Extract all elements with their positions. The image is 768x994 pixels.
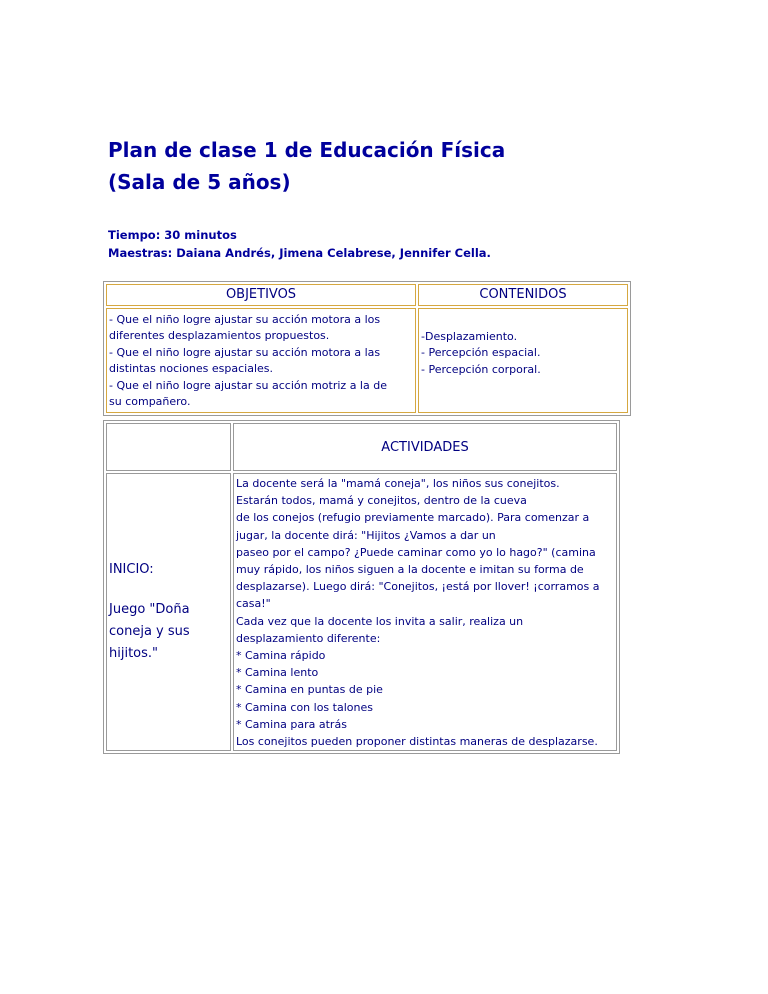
contenidos-header: CONTENIDOS [418, 284, 628, 306]
activity-line: Cada vez que la docente los invita a salir, realiza un [236, 614, 524, 628]
table-row [106, 308, 628, 413]
title-line-2: (Sala de 5 años) [108, 170, 291, 194]
activity-line: Estarán todos, mamá y conejitos, dentro de la cueva [236, 494, 527, 508]
activity-line: * Camina en puntas de pie [236, 683, 383, 697]
list-item: - Que el niño logre ajustar su acción motora a los [109, 313, 381, 326]
activity-line: * Camina con los talones [236, 700, 373, 714]
activity-line: paseo por el campo? ¿Puede caminar como yo lo hago?" (camina [236, 545, 596, 559]
activity-line: La docente será la "mamá coneja", los niños sus conejitos. [236, 477, 560, 490]
activity-line: Los conejitos pueden proponer distintas maneras de desplazarse. [236, 735, 598, 749]
document-title [108, 134, 505, 198]
activity-line: * Camina rápido [236, 649, 326, 663]
list-item: - Percepción espacial. [421, 346, 541, 360]
table-header-row [106, 284, 628, 306]
objectives-contents-table [103, 281, 631, 416]
objetivos-cell [106, 308, 416, 413]
juego-line: Juego "Doña [109, 602, 190, 618]
list-item: distintas nociones espaciales. [109, 362, 274, 376]
list-item: su compañero. [109, 395, 191, 409]
list-item: - Que el niño logre ajustar su acción motora a las [109, 345, 381, 359]
table-header-row [106, 423, 617, 471]
juego-line: coneja y sus [109, 624, 190, 640]
empty-header-cell [106, 423, 231, 471]
objetivos-header: OBJETIVOS [106, 284, 416, 306]
list-item: - Percepción corporal. [421, 362, 541, 376]
title-line-1: Plan de clase 1 de Educación Física [108, 138, 506, 162]
maestras-line: Maestras: Daiana Andrés, Jimena Celabrese, Jennifer Cella. [108, 246, 491, 260]
tiempo-line: Tiempo: 30 minutos [108, 228, 237, 242]
activities-table [103, 420, 620, 754]
activity-line: desplazamiento diferente: [236, 631, 381, 645]
activity-line: de los conejos (refugio previamente marcado). Para comenzar a [236, 511, 590, 525]
inicio-cell [106, 473, 231, 751]
actividad-cell [233, 473, 617, 751]
juego-line: hijitos." [109, 646, 159, 662]
list-item: diferentes desplazamientos propuestos. [109, 329, 330, 343]
activity-line: * Camina lento [236, 666, 319, 680]
table-row [106, 473, 617, 751]
list-item: -Desplazamiento. [421, 330, 518, 343]
inicio-label: INICIO: [109, 562, 154, 578]
activity-line: desplazarse). Luego dirá: "Conejitos, ¡está por llover! ¡corramos a [236, 580, 600, 594]
actividades-header: ACTIVIDADES [233, 423, 617, 471]
activity-line: jugar, la docente dirá: "Hijitos ¿Vamos a dar un [236, 528, 496, 542]
activity-line: * Camina para atrás [236, 717, 347, 731]
activity-line: muy rápido, los niños siguen a la docente e imitan su forma de [236, 563, 584, 577]
list-item: - Que el niño logre ajustar su acción motriz a la de [109, 378, 387, 392]
contenidos-cell [418, 308, 628, 413]
activity-line: casa!" [236, 597, 271, 611]
lesson-meta [108, 226, 491, 262]
